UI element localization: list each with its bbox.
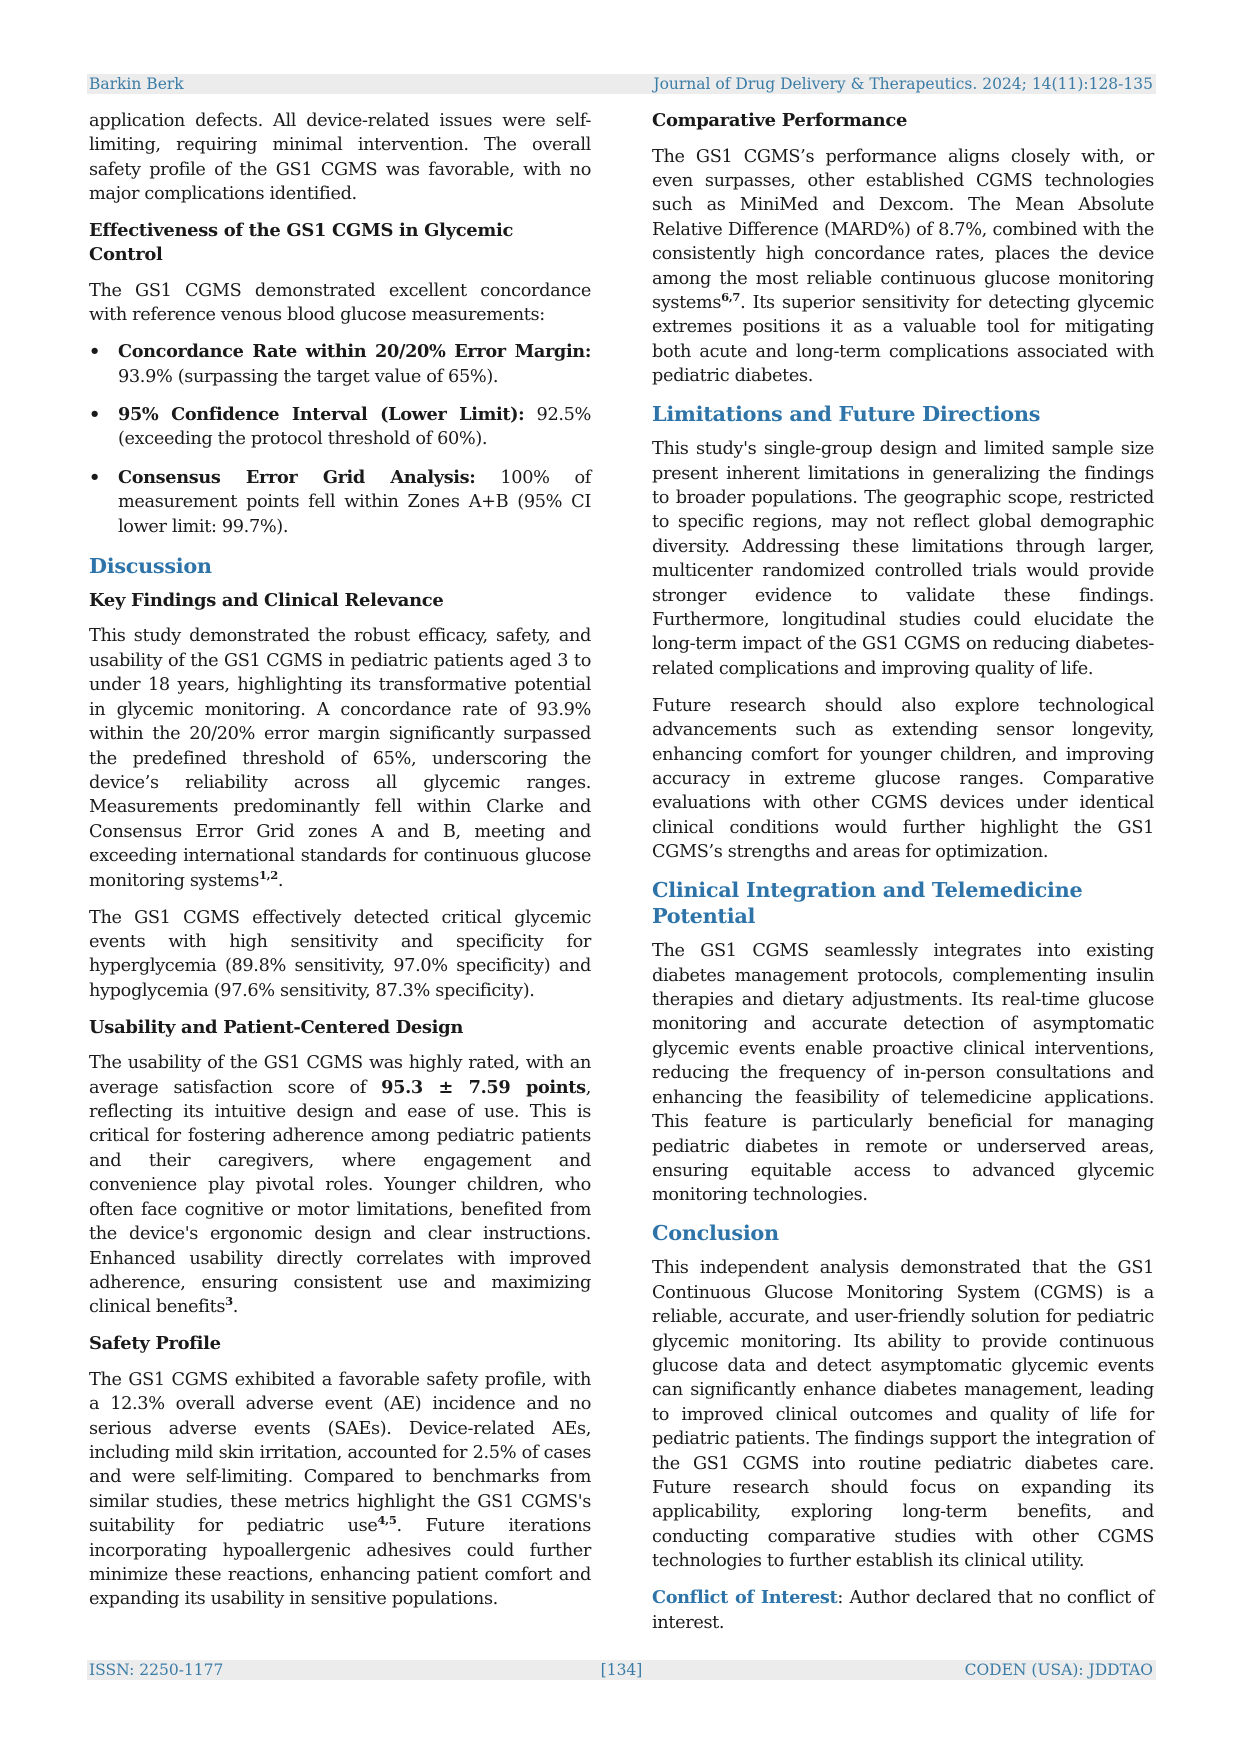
comparative-paragraph: The GS1 CGMS’s performance aligns closely with, or even surpasses, other established CGMS technologies such as MiniMed and Dexcom. The Mean Absolute Relative Difference (MARD%) of 8.7%, combined with the consistently high concordance rates, places the device among the most reliable continuous glucose monitoring systems$^{6,7}$. Its superior sensitivity for detecting glycemic extremes positions it as a valuable tool for mitigating both acute and long-term complications associated with pediatric diabetes.	[652, 146, 1154, 387]
clinical-integration-paragraph: The GS1 CGMS seamlessly integrates into existing diabetes management protocols, complementing insulin therapies and dietary adjustments. Its real-time glucose monitoring and accurate detection of asymptomatic glycemic events enable proactive clinical interventions, reducing the frequency of in-person consultations and enhancing the feasibility of telemedicine applications. This feature is particularly beneficial for managing pediatric diabetes in remote or underserved areas, ensuring equitable access to advanced glycemic monitoring technologies.	[652, 941, 1154, 1206]
effectiveness-heading: Effectiveness of the GS1 CGMS in Glycemic Control	[89, 220, 514, 266]
citation-ref: 3	[225, 1294, 233, 1309]
effectiveness-paragraph: The GS1 CGMS demonstrated excellent concordance with reference venous blood glucose measurements:	[89, 280, 591, 326]
list-item: • 95% Confidence Interval (Lower Limit): 92.5% (exceeding the protocol threshold of 60%).	[89, 403, 591, 450]
bullet-icon: •	[89, 403, 100, 425]
bullet-icon: •	[89, 341, 100, 363]
left-column	[89, 109, 591, 1624]
safety-paragraph: The GS1 CGMS exhibited a favorable safety profile, with a 12.3% overall adverse event (AE) incidence and no serious adverse events (SAEs). Device-related AEs, including mild skin irritation, accounted for 2.5% of cases and were self-limiting. Compared to benchmarks from similar studies, these metrics highlight the GS1 CGMS's suitability for pediatric use$^{4,5}$. Future iterations incorporating hypoallergenic adhesives could further minimize these reactions, enhancing patient comfort and expanding its usability in sensitive populations.	[89, 1369, 591, 1610]
results-list	[89, 340, 591, 539]
glycemic-events-paragraph: The GS1 CGMS effectively detected critical glycemic events with high sensitivity and specificity for hyperglycemia (89.8% sensitivity, 97.0% specificity) and hypoglycemia (97.6% sensitivity, 87.3% specificity).	[89, 907, 591, 1001]
conflict-of-interest: Conflict of Interest: Author declared that no conflict of interest.	[652, 1587, 1154, 1633]
comparative-heading: Comparative Performance	[652, 110, 908, 131]
limitations-paragraph: This study's single-group design and limited sample size present inherent limitations in generalizing the findings to broader populations. The geographic scope, restricted to specific regions, may not reflect global demographic diversity. Addressing these limitations through larger, multicenter randomized controlled trials would provide stronger evidence to validate these findings. Furthermore, longitudinal studies could elucidate the long-term impact of the GS1 CGMS on reducing diabetes-related complications and improving quality of life.	[652, 439, 1154, 679]
citation-ref: 6,7	[721, 290, 741, 305]
intro-paragraph: application defects. All device-related issues were self-limiting, requiring minimal intervention. The overall safety profile of the GS1 CGMS was favorable, with no major complications identified.	[89, 111, 591, 205]
safety-heading: Safety Profile	[89, 1333, 221, 1355]
right-column	[652, 109, 1154, 1648]
list-item: • Consensus Error Grid Analysis: 100% of measurement points fell within Zones A+B (95% CI lower limit: 99.7%).	[89, 466, 591, 537]
future-research-paragraph: Future research should also explore technological advancements such as extending sensor longevity, enhancing comfort for younger children, and improving accuracy in extreme glucose ranges. Comparative evaluations with other CGMS devices under identical clinical conditions would further highlight the GS1 CGMS’s strengths and areas for optimization.	[652, 695, 1154, 863]
running-header	[87, 74, 1156, 94]
discussion-heading: Discussion	[89, 552, 212, 578]
conflict-label: Conflict of Interest	[652, 1587, 838, 1609]
running-footer	[87, 1660, 1156, 1680]
usability-heading: Usability and Patient-Centered Design	[89, 1016, 464, 1038]
key-findings-paragraph: This study demonstrated the robust efficacy, safety, and usability of the GS1 CGMS in pediatric patients aged 3 to under 18 years, highlighting its transformative potential in glycemic monitoring. A concordance rate of 93.9% within the 20/20% error margin significantly surpassed the predefined threshold of 65%, underscoring the device’s reliability across all glycemic ranges. Measurements predominantly fell within Clarke and Consensus Error Grid zones A and B, meeting and exceeding international standards for continuous glucose monitoring systems$^{1,2}$.	[89, 626, 591, 891]
limitations-heading: Limitations and Future Directions	[652, 401, 1041, 427]
bullet-icon: •	[89, 466, 100, 488]
clinical-integration-heading: Clinical Integration and Telemedicine Potential	[652, 877, 1083, 929]
conclusion-heading: Conclusion	[652, 1220, 779, 1246]
usability-paragraph: The usability of the GS1 CGMS was highly rated, with an average satisfaction score of 95.3 ± 7.59 points, reflecting its intuitive design and ease of use. This is critical for fostering adherence among pediatric patients and their caregivers, where engagement and convenience play pivotal roles. Younger children, who often face cognitive or motor limitations, benefited from the device's ergonomic design and clear instructions. Enhanced usability directly correlates with improved adherence, ensuring consistent use and maximizing clinical benefits$^3$.	[89, 1053, 591, 1318]
header-journal: Journal of Drug Delivery & Therapeutics. 2024; 14(11):128-135	[653, 75, 1153, 93]
conclusion-paragraph: This independent analysis demonstrated that the GS1 Continuous Glucose Monitoring System (CGMS) is a reliable, accurate, and user-friendly solution for pediatric glycemic monitoring. Its ability to provide continuous glucose data and detect asymptomatic glycemic events can significantly enhance diabetes management, leading to improved clinical outcomes and quality of life for pediatric patients. The findings support the integration of the GS1 CGMS into routine pediatric diabetes care. Future research should focus on expanding its applicability, exploring long-term benefits, and conducting comparative studies with other CGMS technologies to further establish its clinical utility.	[652, 1258, 1154, 1572]
citation-ref: 1,2	[258, 867, 278, 882]
header-author: Barkin Berk	[89, 75, 184, 93]
list-item: • Concordance Rate within 20/20% Error Margin: 93.9% (surpassing the target value of 65%).	[89, 341, 591, 387]
citation-ref: 4,5	[377, 1513, 397, 1528]
key-findings-heading: Key Findings and Clinical Relevance	[89, 589, 444, 611]
footer-coden: CODEN (USA): JDDTAO	[964, 1661, 1153, 1679]
footer-issn: ISSN: 2250-1177	[89, 1661, 224, 1679]
page-number: [134]	[600, 1661, 643, 1679]
